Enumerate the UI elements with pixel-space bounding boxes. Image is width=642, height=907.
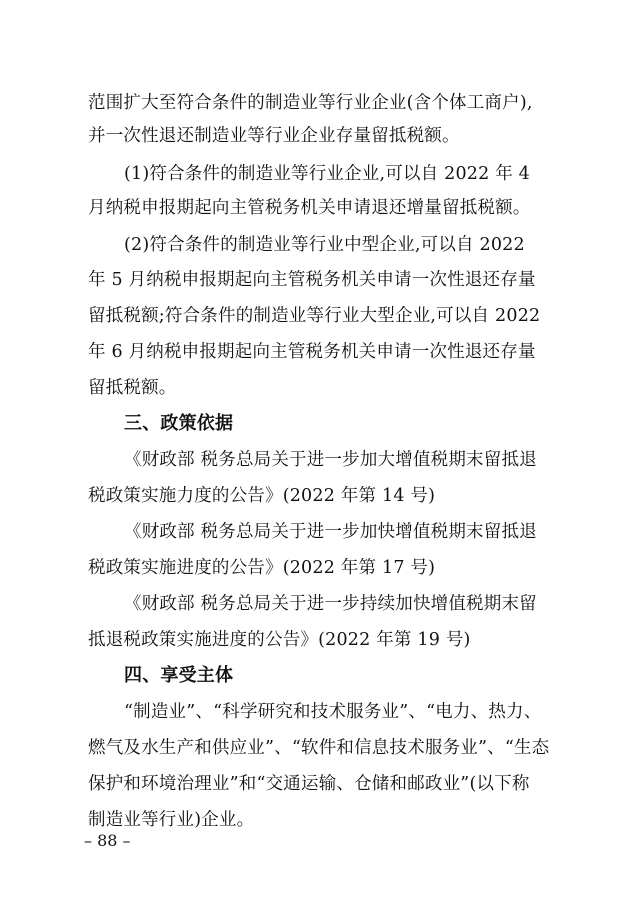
list-item-2-text: (2)符合条件的制造业等行业中型企业,可以自 2022	[124, 235, 525, 255]
section-heading-policy-basis: 三、政策依据	[124, 413, 234, 434]
body-text-line: 年 6 月纳税申报期起向主管税务机关申请一次性退还存量	[88, 342, 536, 362]
policy-reference-line: 税政策实施进度的公告》(2022 年第 17 号)	[88, 558, 436, 578]
policy-reference-line: 税政策实施力度的公告》(2022 年第 14 号)	[88, 486, 436, 506]
body-text-line: 制造业等行业)企业。	[88, 810, 255, 830]
policy-reference-line: 抵退税政策实施进度的公告》(2022 年第 19 号)	[88, 630, 471, 650]
body-text-line: 留抵税额;符合条件的制造业等行业大型企业,可以自 2022	[88, 306, 541, 326]
body-text-line: 月纳税申报期起向主管税务机关申请退还增量留抵税额。	[88, 198, 531, 218]
page-number: – 88 –	[84, 831, 131, 850]
section-heading-eligible-subjects: 四、享受主体	[124, 665, 234, 686]
body-text-line: 留抵税额。	[88, 378, 177, 398]
body-text-line: “制造业”、“科学研究和技术服务业”、“电力、热力、	[124, 702, 542, 722]
body-text-line: 燃气及水生产和供应业”、“软件和信息技术服务业”、“生态	[88, 738, 550, 758]
policy-reference-line: 《财政部 税务总局关于进一步加大增值税期末留抵退	[124, 450, 537, 470]
list-item-1-text: (1)符合条件的制造业等行业企业,可以自 2022 年 4	[124, 164, 531, 184]
policy-reference-line: 《财政部 税务总局关于进一步加快增值税期末留抵退	[124, 522, 537, 542]
body-text-line: 年 5 月纳税申报期起向主管税务机关申请一次性退还存量	[88, 270, 536, 290]
body-text-line: 并一次性退还制造业等行业企业存量留抵税额。	[88, 126, 460, 146]
body-text-line: 保护和环境治理业”和“交通运输、仓储和邮政业”(以下称	[88, 774, 530, 794]
body-text-line: 范围扩大至符合条件的制造业等行业企业(含个体工商户),	[88, 93, 533, 113]
policy-reference-line: 《财政部 税务总局关于进一步持续加快增值税期末留	[124, 594, 537, 614]
